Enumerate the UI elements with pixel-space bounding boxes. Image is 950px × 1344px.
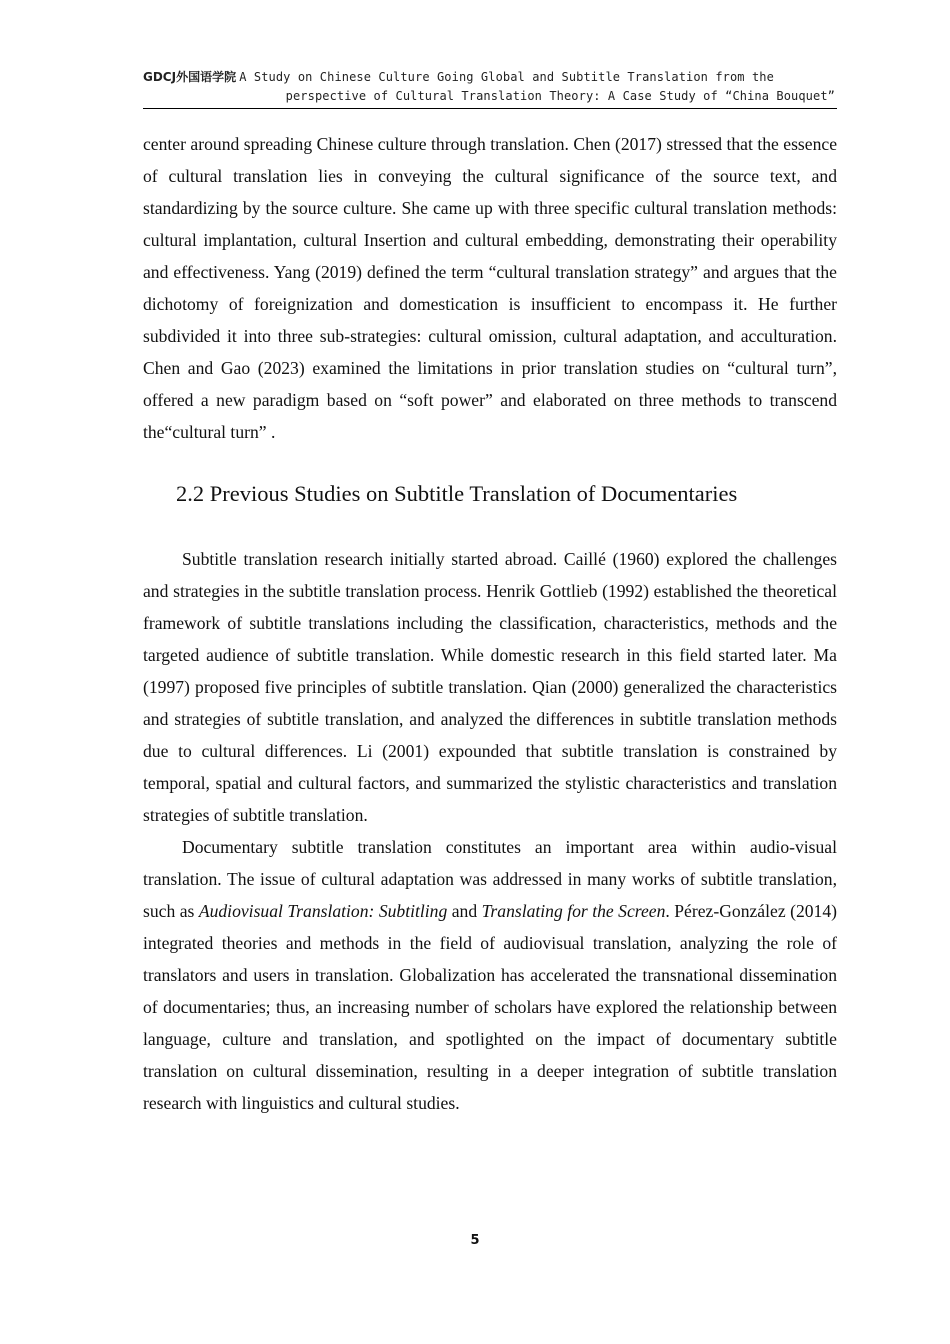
header-line-2 bbox=[143, 87, 837, 106]
header-title-line-2: perspective of Cultural Translation Theory: A Case Study of “China Bouquet” bbox=[285, 89, 835, 103]
paragraph-3-part-a: Documentary subtitle translation constitutes an important area within audio-visual translation. The issue of cultural adaptation was addressed in many works of subtitle translation, such as bbox=[143, 837, 837, 921]
page-number: 5 bbox=[470, 1233, 480, 1248]
header-line-1 bbox=[143, 68, 837, 87]
paragraph-subtitle-research: Subtitle translation research initially started abroad. Caillé (1960) explored the challenges and strategies in the subtitle translation process. Henrik Gottlieb (1992) established the theoretical framework of subtitle translations including the classification, characteristics, methods and the targeted audience of subtitle translation. While domestic research in this field started later. Ma (1997) proposed five principles of subtitle translation. Qian (2000) generalized the characteristics and strategies of subtitle translation, and analyzed the differences in subtitle translation methods due to cultural differences. Li (2001) expounded that subtitle translation is constrained by temporal, spatial and cultural factors, and summarized the stylistic characteristics and translation strategies of subtitle translation. bbox=[143, 549, 837, 825]
book-title-audiovisual-translation: Audiovisual Translation: Subtitling bbox=[198, 901, 448, 921]
paragraph-documentary-subtitle bbox=[143, 831, 837, 1119]
running-header bbox=[143, 68, 837, 109]
paragraph-continued: center around spreading Chinese culture through translation. Chen (2017) stressed that the essence of cultural translation lies in conveying the cultural significance of the source text, and standardizing by the source culture. She came up with three specific cultural translation methods: cultural implantation, cultural Insertion and cultural embedding, demonstrating their operability and effectiveness. Yang (2019) defined the term “cultural translation strategy” and argues that the dichotomy of foreignization and domestication is insufficient to encompass it. He further subdivided it into three sub-strategies: cultural omission, cultural adaptation, and acculturation. Chen and Gao (2023) examined the limitations in prior translation studies on “cultural turn”, offered a new paradigm based on “soft power” and elaborated on three methods to transcend the“cultural turn” . bbox=[143, 134, 837, 442]
paragraph-3-part-c: . Pérez-González (2014) integrated theories and methods in the field of audiovisual translation, analyzing the role of translators and users in translation. Globalization has accelerated the transnational dissemination of documentaries; thus, an increasing number of scholars have explored the relationship between language, culture and translation, and spotlighted on the impact of documentary subtitle translation on cultural dissemination, resulting in a deeper integration of subtitle translation research with linguistics and cultural studies. bbox=[143, 901, 837, 1113]
header-title-line-1: A Study on Chinese Culture Going Global and Subtitle Translation from the bbox=[239, 70, 774, 84]
book-title-translating-for-the-screen: Translating for the Screen bbox=[481, 901, 666, 921]
section-heading: 2.2 Previous Studies on Subtitle Translation of Documentaries bbox=[176, 481, 738, 506]
header-institution: GDCJ外国语学院 bbox=[143, 70, 237, 84]
paragraph-3-part-b: and bbox=[447, 901, 482, 921]
body-block-1 bbox=[143, 128, 837, 448]
body-block-2 bbox=[143, 543, 837, 1119]
